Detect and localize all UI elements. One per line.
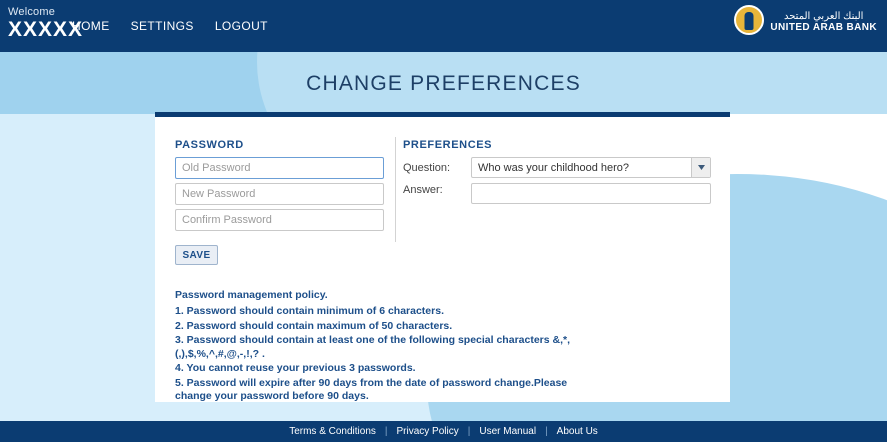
- save-button[interactable]: SAVE: [175, 245, 218, 265]
- nav-item-logout[interactable]: LOGOUT: [214, 19, 268, 33]
- footer-bar: [0, 421, 887, 442]
- password-policy-item: 2. Password should contain maximum of 50 characters.: [175, 319, 453, 332]
- security-question-selected-value: Who was your childhood hero?: [478, 162, 630, 174]
- password-policy-item: 4. You cannot reuse your previous 3 passwords.: [175, 362, 416, 375]
- footer-link-about-us[interactable]: About Us: [556, 426, 598, 437]
- top-navigation-bar: [0, 0, 887, 52]
- nav-item-home[interactable]: HOME: [72, 19, 110, 33]
- password-policy-item: 5. Password will expire after 90 days from the date of password change.Please change your password before 90 days.: [175, 376, 568, 403]
- new-password-input[interactable]: [175, 183, 384, 205]
- page-title: CHANGE PREFERENCES: [306, 72, 581, 95]
- preferences-section-title: PREFERENCES: [403, 139, 493, 151]
- old-password-input[interactable]: [175, 157, 384, 179]
- question-label: Question:: [403, 162, 451, 174]
- content-card: [155, 112, 730, 402]
- bank-seal-icon: [734, 5, 764, 35]
- footer-separator: |: [545, 426, 548, 437]
- bank-logo-text: [770, 5, 877, 34]
- password-policy-item: 1. Password should contain minimum of 6 characters.: [175, 305, 444, 318]
- footer-link-user-manual[interactable]: User Manual: [479, 426, 537, 437]
- password-section-title: PASSWORD: [175, 139, 244, 151]
- main-nav: [72, 19, 268, 33]
- footer-link-privacy[interactable]: Privacy Policy: [396, 426, 459, 437]
- nav-item-settings[interactable]: SETTINGS: [130, 19, 194, 33]
- password-policy-heading: Password management policy.: [175, 289, 328, 301]
- security-question-select[interactable]: [471, 157, 711, 178]
- page-banner: [0, 52, 887, 114]
- confirm-password-input[interactable]: [175, 209, 384, 231]
- footer-separator: |: [467, 426, 471, 437]
- section-divider: [395, 137, 396, 242]
- footer-link-terms[interactable]: Terms & Conditions: [289, 426, 376, 437]
- bank-logo: [734, 3, 877, 35]
- answer-label: Answer:: [403, 184, 443, 196]
- bank-name-arabic: البنك العربي المتحد: [783, 10, 864, 22]
- welcome-label: Welcome: [8, 6, 56, 18]
- bank-name-english: UNITED ARAB BANK: [770, 22, 877, 33]
- password-policy-item: 3. Password should contain at least one of the following special characters &,*,(,),$,%,^,#,@,-,!,? .: [175, 334, 571, 360]
- username-label: XXXXX: [8, 18, 84, 41]
- footer-separator: |: [384, 426, 388, 437]
- password-policy: [175, 289, 575, 405]
- answer-input[interactable]: [471, 183, 711, 204]
- chevron-down-icon[interactable]: [691, 158, 710, 177]
